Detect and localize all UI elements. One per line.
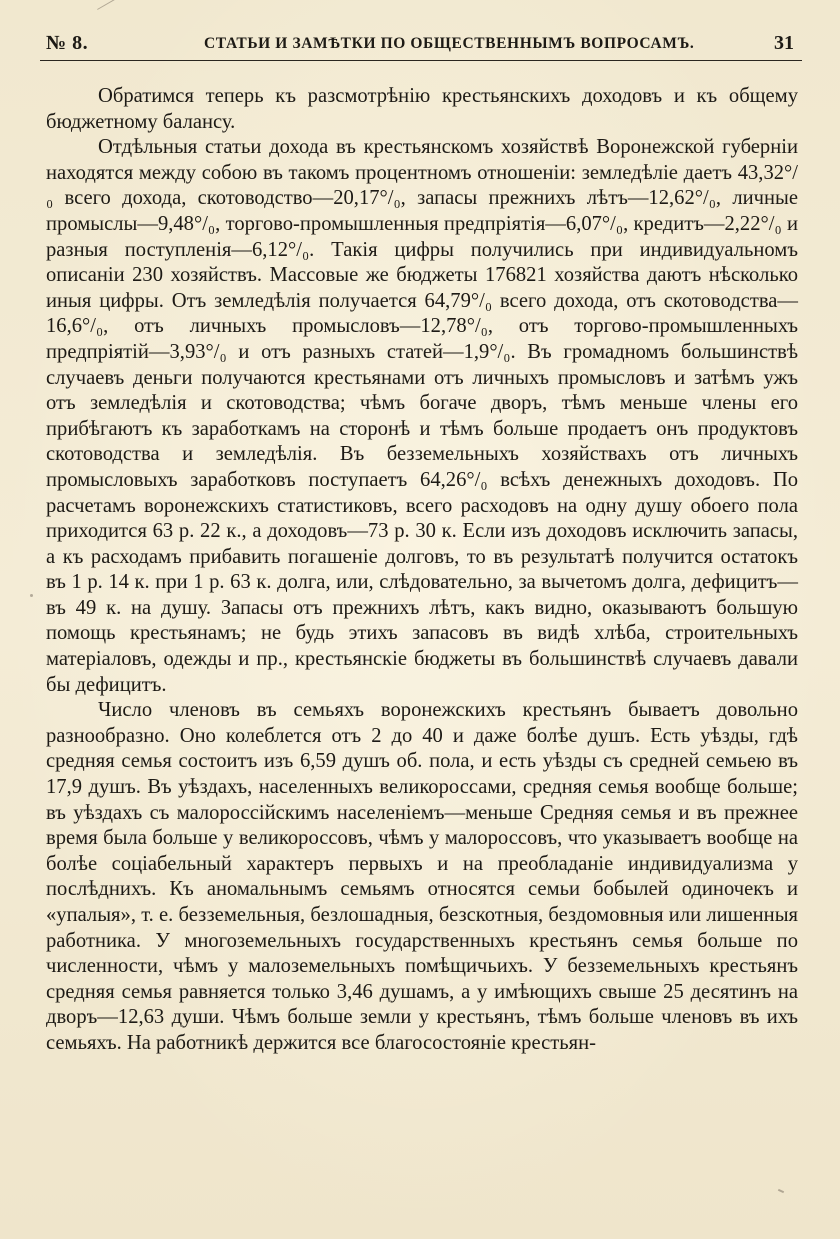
body-text bbox=[46, 84, 798, 1057]
scan-speck bbox=[97, 0, 115, 10]
paragraph-1: Обратимся теперь къ разсмотрѣнію крестьянскихъ доходовъ и къ общему бюджетному балансу. bbox=[46, 85, 798, 133]
paragraph-3: Число членовъ въ семьяхъ воронежскихъ крестьянъ бываетъ довольно разнообразно. Оно колеблется отъ 2 до 40 и даже болѣе душъ. Есть уѣзды, гдѣ средняя семья состоитъ изъ 6,59 душъ об. пола, и есть уѣзды съ средней семьею въ 17,9 душъ. Въ уѣздахъ, населенныхъ великороссами, средняя семья вообще больше; въ уѣздахъ съ малороссійскимъ населеніемъ—меньше Средняя семья и въ прежнее время была больше у великороссовъ, чѣмъ у малороссовъ, что указываетъ вообще на болѣе соціабельный характеръ первыхъ и на преобладаніе индивидуализма у послѣднихъ. Къ аномальнымъ семьямъ относятся семьи бобылей одиночекъ и «упалыя», т. е. безземельныя, безлошадныя, безскотныя, бездомовныя или лишенныя работника. У многоземельныхъ государственныхъ крестьянъ семья больше по численности, чѣмъ у малоземельныхъ помѣщичьихъ. У безземельныхъ крестьянъ средняя семья равняется только 3,46 душамъ, а у имѣющихъ свыше 25 десятинъ на дворъ—12,63 души. Чѣмъ больше земли у крестьянъ, тѣмъ больше членовъ въ ихъ семьяхъ. На работникѣ держится все благосостояніе крестьян- bbox=[46, 699, 798, 1054]
page-number: 31 bbox=[774, 32, 794, 54]
issue-number: № 8. bbox=[46, 32, 89, 54]
paragraph-2: Отдѣльныя статьи дохода въ крестьянскомъ хозяйствѣ Воронежской губерніи находятся между собою въ такомъ процентномъ отношеніи: земледѣліе даетъ 43,32°/₀ всего дохода, скотоводство—20,17°/₀, запасы прежнихъ лѣтъ—12,62°/₀, личные промыслы—9,48°/₀, торгово-промышленныя предпріятія—6,07°/₀, кредитъ—2,22°/₀ и разныя поступленія—6,12°/₀. Такія цифры получились при индивидуальномъ описаніи 230 хозяйствъ. Массовые же бюджеты 176821 хозяйства даютъ нѣсколько иныя цифры. Отъ земледѣлія получается 64,79°/₀ всего дохода, отъ скотоводства—16,6°/₀, отъ личныхъ промысловъ—12,78°/₀, отъ торгово-промышленныхъ предпріятій—3,93°/₀ и отъ разныхъ статей—1,9°/₀. Въ громадномъ большинствѣ случаевъ деньги получаются крестьянами отъ личныхъ промысловъ и затѣмъ ужъ отъ земледѣлія и скотоводства; чѣмъ богаче дворъ, тѣмъ меньше члены его прибѣгаютъ къ заработкамъ на сторонѣ и тѣмъ больше продаетъ онъ продуктовъ скотоводства и земледѣлія. Въ безземельныхъ хозяйствахъ отъ личныхъ промысловыхъ заработковъ поступаетъ 64,26°/₀ всѣхъ денежныхъ доходовъ. По расчетамъ воронежскихъ статистиковъ, всего расходовъ на одну душу обоего пола приходится 63 р. 22 к., а доходовъ—73 р. 30 к. Если изъ доходовъ исключить запасы, а къ расходамъ прибавить погашеніе долговъ, то въ результатѣ получится остатокъ въ 1 р. 14 к. при 1 р. 63 к. долга, или, слѣдовательно, за вычетомъ долга, дефицитъ—въ 49 к. на душу. Запасы отъ прежнихъ лѣтъ, какъ видно, оказываютъ большую помощь крестьянамъ; не будь этихъ запасовъ въ видѣ хлѣба, строительныхъ матеріаловъ, одежды и пр., крестьянскіе бюджеты въ большинствѣ случаевъ давали бы дефицитъ. bbox=[46, 136, 798, 696]
running-title: СТАТЬИ И ЗАМѢТКИ ПО ОБЩЕСТВЕННЫМЪ ВОПРОСАМЪ. bbox=[204, 35, 695, 52]
scan-speck bbox=[778, 1189, 784, 1193]
running-header bbox=[40, 32, 800, 58]
header-rule bbox=[40, 60, 802, 61]
scan-speck bbox=[30, 594, 33, 597]
